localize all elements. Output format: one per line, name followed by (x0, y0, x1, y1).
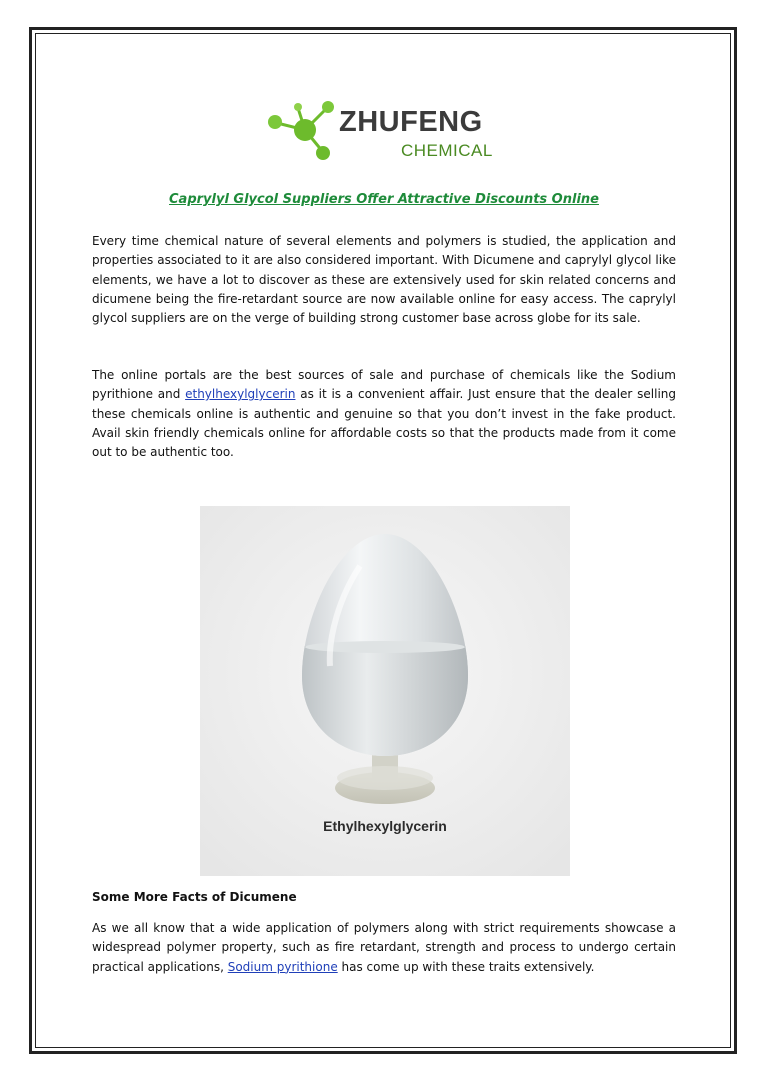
paragraph-dicumene-facts (92, 919, 676, 977)
logo-text-chemical: CHEMICAL (401, 141, 493, 160)
section-heading: Some More Facts of Dicumene (92, 890, 297, 904)
logo-text-zhufeng: ZHUFENG (339, 106, 483, 138)
paragraph-text: has come up with these traits extensively. (337, 959, 595, 974)
molecule-logo-icon (265, 96, 345, 166)
product-image (200, 506, 570, 876)
ethylhexylglycerin-link[interactable]: ethylhexylglycerin (185, 387, 296, 402)
paragraph-text: The online portals are the best sources of sale and purchase of chemicals like the Sodium pyrithione and (92, 368, 676, 402)
paragraph-online-portals (92, 366, 676, 462)
image-caption: Ethylhexylglycerin (323, 818, 447, 834)
paragraph-text: As we all know that a wide application of polymers along with strict requirements showcase a widespread polymer property, such as fire retardant, strength and process to undergo certain practical applications, (92, 921, 676, 974)
paragraph-intro: Every time chemical nature of several elements and polymers is studied, the application and properties associated to it are also considered important. With Dicumene and caprylyl glycol like elements, we have a lot to discover as these are extensively used for skin related concerns and dicumene being the fire-retardant source are now available online for easy access. The caprylyl glycol suppliers are on the verge of building strong customer base across globe for its sale. (92, 234, 676, 326)
sodium-pyrithione-link[interactable]: Sodium pyrithione (227, 959, 338, 974)
article-title[interactable]: Caprylyl Glycol Suppliers Offer Attractive Discounts Online (169, 192, 599, 207)
company-logo (265, 96, 515, 166)
paragraph-text: as it is a convenient affair. Just ensure that the dealer selling these chemicals online is authentic and genuine so that you don’t invest in the fake product. Avail skin friendly chemicals online for affordable costs so that the products made from it come out to be authentic too. (92, 387, 676, 460)
